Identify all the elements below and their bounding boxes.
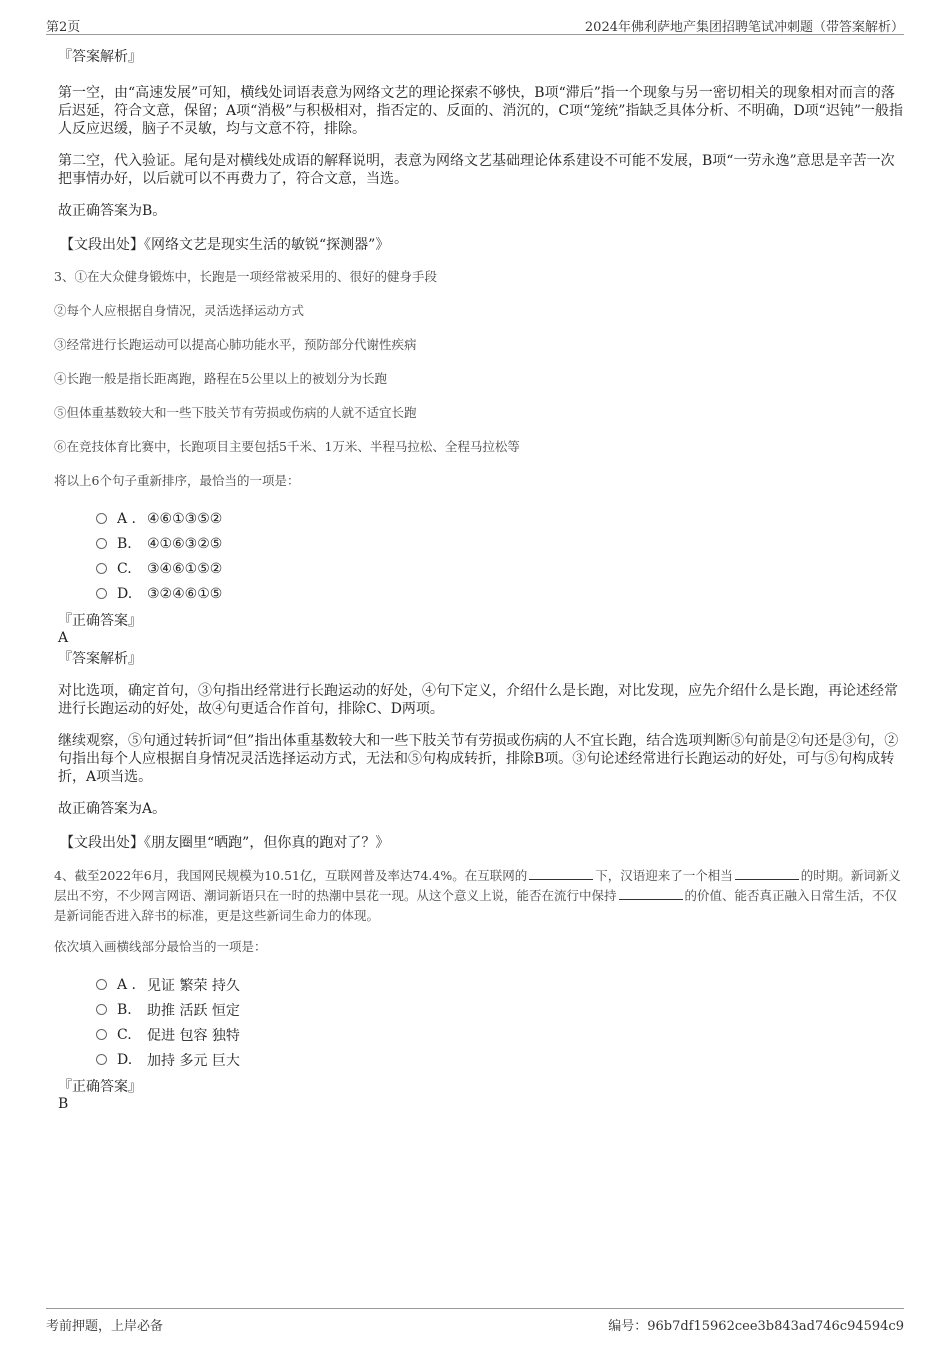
question-line: ③经常进行长跑运动可以提高心肺功能水平，预防部分代谢性疾病 — [54, 337, 417, 352]
conclusion: 故正确答案为A。 — [58, 801, 167, 817]
correct-answer: B — [58, 1096, 69, 1112]
option-c[interactable] — [96, 1022, 904, 1047]
question-prompt: 将以上6个句子重新排序，最恰当的一项是： — [54, 473, 300, 488]
stem-text: 4、截至2022年6月，我国网民规模为10.51亿，互联网普及率达74.4%。在互联网的 — [54, 868, 528, 883]
source-citation: 【文段出处】《朋友圈里“晒跑”，但你真的跑对了？》 — [60, 835, 390, 851]
option-letter: C. — [117, 560, 132, 577]
fill-blank — [529, 869, 593, 880]
fill-blank — [735, 869, 799, 880]
option-list — [96, 506, 904, 606]
option-a[interactable] — [96, 506, 904, 531]
question-3 — [56, 268, 904, 852]
option-letter: A . — [117, 976, 137, 993]
option-b[interactable] — [96, 531, 904, 556]
stem-text: 下，汉语迎来了一个相当 — [595, 868, 733, 883]
option-text: ③④⑥①⑤② — [147, 560, 223, 577]
question-line: ④长跑一般是指长距离跑，路程在5公里以上的被划分为长跑 — [54, 371, 387, 386]
analysis-label: 『答案解析』 — [58, 651, 142, 667]
option-letter: B. — [117, 535, 132, 552]
question-prompt: 依次填入画横线部分最恰当的一项是： — [54, 939, 267, 954]
source-citation: 【文段出处】《网络文艺是现实生活的敏锐“探测器”》 — [60, 237, 390, 253]
option-letter: A . — [117, 510, 137, 527]
option-letter: D. — [117, 585, 133, 602]
radio-icon[interactable] — [96, 1004, 107, 1015]
option-d[interactable] — [96, 581, 904, 606]
question-line: ⑥在竞技体育比赛中，长跑项目主要包括5千米、1万米、半程马拉松、全程马拉松等 — [54, 439, 520, 454]
option-text: 助推 活跃 恒定 — [147, 1002, 240, 1019]
page-content — [56, 46, 904, 1118]
document-code: 编号：96b7df15962cee3b843ad746c94594c9 — [608, 1319, 904, 1334]
option-letter: B. — [117, 1001, 132, 1018]
correct-answer-label: 『正确答案』 — [58, 1079, 142, 1095]
option-c[interactable] — [96, 556, 904, 581]
document-title: 2024年佛利萨地产集团招聘笔试冲刺题（带答案解析） — [584, 20, 904, 35]
option-letter: D. — [117, 1051, 133, 1068]
question-stem — [54, 866, 904, 926]
analysis-paragraph: 第一空，由“高速发展”可知，横线处词语表意为网络文艺的理论探索不够快，B项“滞后”指一个现象与另一密切相关的现象相对而言的落后迟延，符合文意，保留；A项“消极”与积极相对，指否定的、反面的、消沉的，C项“笼统”指缺乏具体分析、不明确，D项“迟钝”一般指人反应迟缓，脑子不灵敏，均与文意不符，排除。 — [58, 85, 903, 137]
option-d[interactable] — [96, 1047, 904, 1072]
page-header — [46, 14, 904, 35]
question-line: ②每个人应根据自身情况，灵活选择运动方式 — [54, 303, 305, 318]
stem-text: 的价值、能否真正融入日常生活，不仅是新词能否进入辞书的标准，更是这些新词生命力的体现。 — [54, 888, 898, 923]
option-list — [96, 972, 904, 1072]
question-4 — [56, 866, 904, 1112]
correct-answer-label: 『正确答案』 — [58, 613, 142, 629]
radio-icon[interactable] — [96, 563, 107, 574]
analysis-paragraph: 第二空，代入验证。尾句是对横线处成语的解释说明，表意为网络文艺基础理论体系建设不可能不发展，B项“一劳永逸”意思是辛苦一次把事情办好，以后就可以不再费力了，符合文意，当选。 — [58, 153, 895, 187]
conclusion: 故正确答案为B。 — [58, 203, 167, 219]
page-footer — [46, 1308, 904, 1335]
correct-answer: A — [58, 630, 69, 646]
option-a[interactable] — [96, 972, 904, 997]
option-letter: C. — [117, 1026, 132, 1043]
radio-icon[interactable] — [96, 513, 107, 524]
stem-text: 的时期。新词新义层出不穷，不少网言网语、潮词新语只在一时的热潮中昙花一现。从这个意义上说，能否在流行中保持 — [54, 868, 901, 903]
question-line: ⑤但体重基数较大和一些下肢关节有劳损或伤病的人就不适宜长跑 — [54, 405, 417, 420]
option-text: ③②④⑥①⑤ — [147, 585, 223, 602]
analysis-paragraph: 继续观察，⑤句通过转折词“但”指出体重基数较大和一些下肢关节有劳损或伤病的人不宜长跑，结合选项判断⑤句前是②句还是③句，②句指出每个人应根据自身情况灵活选择运动方式，无法和⑤句构成转折，排除B项。③句论述经常进行长跑运动的好处，可与⑤句构成转折，A项当选。 — [58, 733, 899, 785]
analysis-paragraph: 对比选项，确定首句，③句指出经常进行长跑运动的好处，④句下定义，介绍什么是长跑，对比发现，应先介绍什么是长跑，再论述经常进行长跑运动的好处，故④句更适合作首句，排除C、D两项。 — [58, 683, 898, 717]
page-number: 第2页 — [46, 20, 81, 35]
option-text: ④⑥①③⑤② — [147, 510, 223, 527]
option-text: 加持 多元 巨大 — [147, 1052, 240, 1069]
fill-blank — [619, 889, 683, 900]
option-text: ④①⑥③②⑤ — [147, 535, 223, 552]
option-text: 促进 包容 独特 — [147, 1027, 240, 1044]
footer-slogan: 考前押题，上岸必备 — [46, 1319, 164, 1334]
option-text: 见证 繁荣 持久 — [147, 977, 240, 994]
radio-icon[interactable] — [96, 1029, 107, 1040]
radio-icon[interactable] — [96, 979, 107, 990]
question-line: 3、①在大众健身锻炼中，长跑是一项经常被采用的、很好的健身手段 — [54, 269, 437, 284]
radio-icon[interactable] — [96, 588, 107, 599]
radio-icon[interactable] — [96, 1054, 107, 1065]
analysis-label: 『答案解析』 — [58, 49, 142, 65]
option-b[interactable] — [96, 997, 904, 1022]
radio-icon[interactable] — [96, 538, 107, 549]
